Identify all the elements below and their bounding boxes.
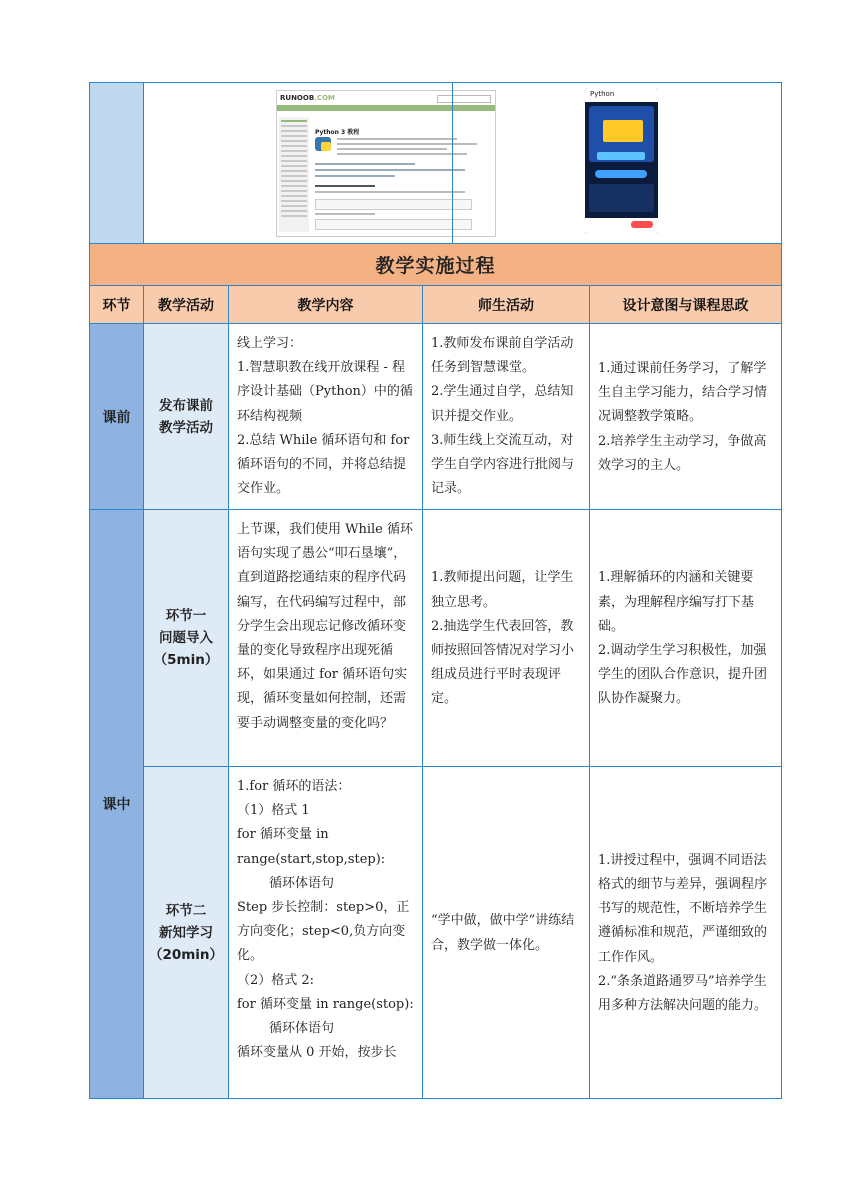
content-cell: 1.for 循环的语法： （1）格式 1 for 循环变量 in range(start,stop,step): 循环体语句 Step 步长控制：step>0，正方向变化；step<0,负方向变化。 （2）格式 2: for 循环变量 in range(stop): 循环体语句 循环变量从 0 开始，按步长 <box>229 767 423 1099</box>
header-teacher-student: 师生活动 <box>423 286 590 324</box>
section-title: 教学实施过程 <box>90 244 782 286</box>
content-cell: 线上学习： 1.智慧职教在线开放课程 - 程序设计基础（Python）中的循环结构视频 2.总结 While 循环语句和 for 循环语句的不同，并将总结提交作业。 <box>229 324 423 510</box>
nav-bar <box>277 105 495 111</box>
intent-cell: 1.理解循环的内涵和关键要素，为理解程序编写打下基础。 2.调动学生学习积极性，加强学生的团队合作意识，提升团队协作凝聚力。 <box>590 510 782 767</box>
activity-cell: 发布课前 教学活动 <box>144 324 229 510</box>
runoob-logo: RUNOOB.COM <box>280 94 335 102</box>
app-title: Python <box>590 90 615 98</box>
content-cell: 上节课，我们使用 While 循环语句实现了愚公“叩石垦壤”，直到道路挖通结束的程序代码编写，在代码编写过程中，部分学生会出现忘记修改循环变量的变化导致程序出现死循环，如果通过 for 循环语句实现，循环变量如何控制，还需要手动调整变量的变化吗？ <box>229 510 423 767</box>
mobile-app-screenshot <box>585 88 658 234</box>
intent-cell: 1.讲授过程中，强调不同语法格式的细节与差异，强调程序书写的规范性，不断培养学生遵循标准和规范，严谨细致的工作作风。 2.“条条道路通罗马”培养学生用多种方法解决问题的能力。 <box>590 767 782 1099</box>
info-card <box>589 184 654 212</box>
page-title: Python 3 教程 <box>315 129 360 136</box>
runoob-screenshot <box>276 90 496 237</box>
sidebar <box>279 117 309 232</box>
banner-button <box>595 170 647 178</box>
teacher-student-cell: 1.教师发布课前自学活动任务到智慧课堂。 2.学生通过自学，总结知识并提交作业。 3.师生线上交流互动，对学生自学内容进行批阅与记录。 <box>423 324 590 510</box>
action-button <box>631 221 653 228</box>
activity-cell: 环节二 新知学习 （20min） <box>144 767 229 1099</box>
header-design-intent: 设计意图与课程思政 <box>590 286 782 324</box>
activity-cell: 环节一 问题导入 （5min） <box>144 510 229 767</box>
stage-cell-in-class: 课中 <box>90 510 144 1099</box>
teacher-student-cell: “学中做，做中学”讲练结合，教学做一体化。 <box>423 767 590 1099</box>
screenshot-row <box>144 83 782 244</box>
teacher-student-cell: 1.教师提出问题，让学生独立思考。 2.抽选学生代表回答，教师按照回答情况对学习小组成员进行平时表现评定。 <box>423 510 590 767</box>
header-activity: 教学活动 <box>144 286 229 324</box>
stage-cell-pre-class: 课前 <box>90 324 144 510</box>
lesson-plan-table <box>89 82 781 1099</box>
search-box <box>437 95 491 103</box>
header-stage: 环节 <box>90 286 144 324</box>
intent-cell: 1.通过课前任务学习，了解学生自主学习能力，结合学习情况调整教学策略。 2.培养学生主动学习，争做高效学习的主人。 <box>590 324 782 510</box>
image-row-blank-cell <box>90 83 144 244</box>
header-content: 教学内容 <box>229 286 423 324</box>
